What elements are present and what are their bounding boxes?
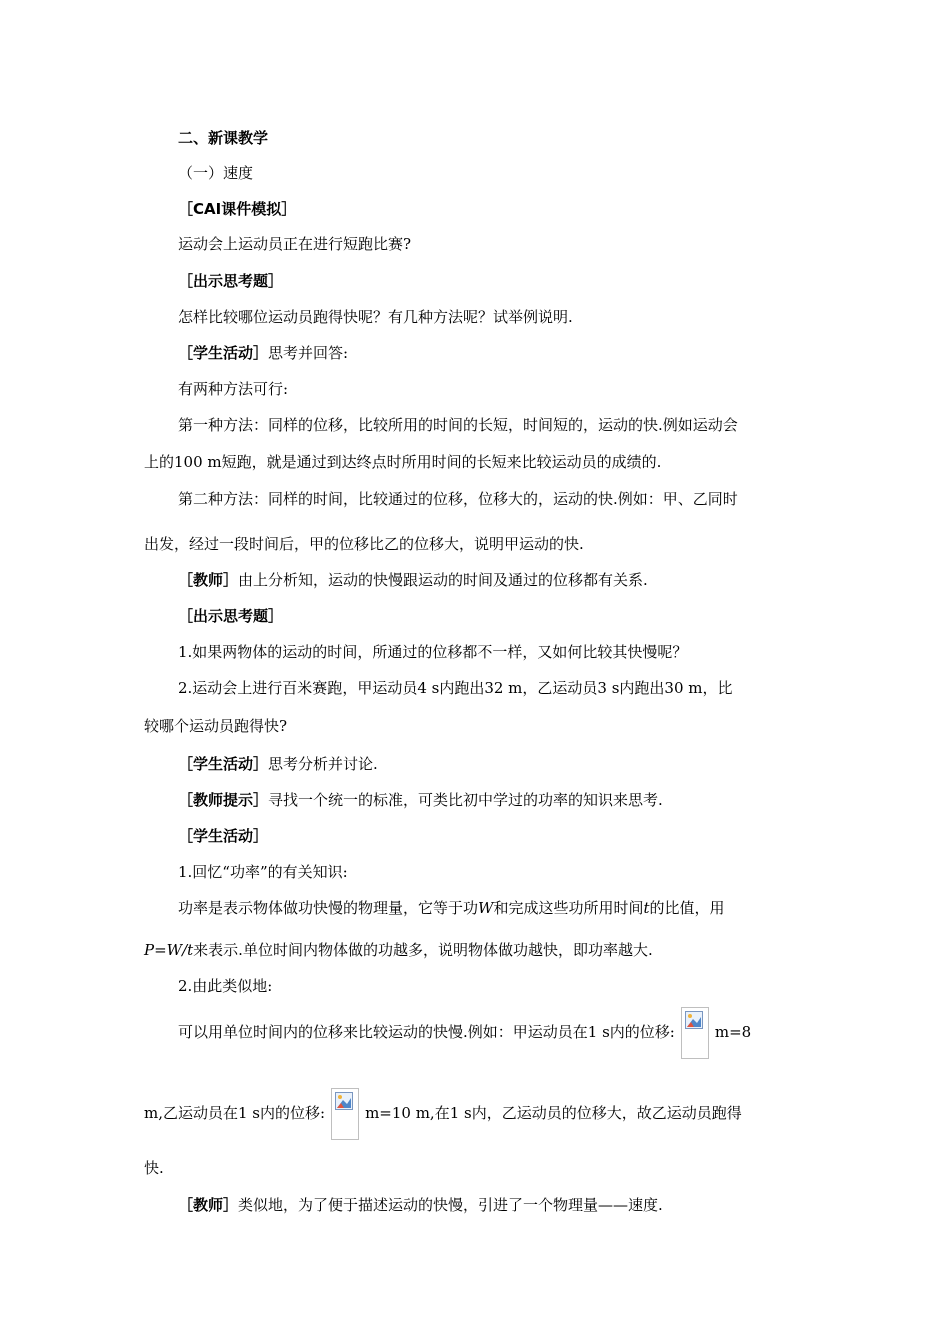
tag-student-2: ［学生活动］ — [178, 755, 269, 773]
power-text-a: 功率是表示物体做功快慢的物理量，它等于功 — [178, 899, 479, 917]
student-activity-2 — [178, 753, 378, 775]
question-2-item-2-line-1: 2.运动会上进行百米赛跑，甲运动员4 s内跑出32 m，乙运动员3 s内跑出30 m，比 — [178, 679, 733, 697]
recall-item: 1.回忆“功率”的有关知识: — [178, 863, 348, 881]
teacher-1 — [178, 569, 648, 591]
broken-image-icon — [331, 1088, 359, 1140]
analogy-line-2 — [144, 1087, 742, 1140]
section-title: 二、新课教学 — [178, 129, 269, 147]
teacher-2-text: 类似地，为了便于描述运动的快慢，引进了一个物理量——速度. — [238, 1196, 663, 1214]
power-text-b: 和完成这些功所用时间 — [493, 899, 644, 917]
two-methods-text: 有两种方法可行: — [178, 380, 289, 398]
tag-question-2: ［出示思考题］ — [178, 607, 284, 625]
question-2-item-2-line-2: 较哪个运动员跑得快? — [144, 717, 288, 735]
power-line-2 — [144, 939, 653, 961]
teacher-2 — [178, 1194, 663, 1216]
analogy-line-1-text: 可以用单位时间内的位移来比较运动的快慢.例如：甲运动员在1 s内的位移: — [178, 1023, 675, 1041]
method-2-line-1: 第二种方法：同样的时间，比较通过的位移，位移大的，运动的快.例如：甲、乙同时 — [178, 490, 738, 508]
method-2-line-2: 出发，经过一段时间后，甲的位移比乙的位移大，说明甲运动的快. — [144, 535, 584, 553]
cai-text: 运动会上运动员正在进行短跑比赛? — [178, 235, 412, 253]
analogy-line-1-end: m=8 — [714, 1023, 752, 1041]
method-1-line-2: 上的100 m短跑，就是通过到达终点时所用时间的长短来比较运动员的成绩的. — [144, 453, 662, 471]
method-1-line-1: 第一种方法：同样的位移，比较所用的时间的长短，时间短的，运动的快.例如运动会 — [178, 416, 738, 434]
tag-teacher-1: ［教师］ — [178, 571, 239, 589]
analogy-item: 2.由此类似地: — [178, 977, 273, 995]
power-formula: P=W/t — [144, 941, 194, 959]
subsection-title: （一）速度 — [178, 164, 254, 182]
teacher-hint-text: 寻找一个统一的标准，可类比初中学过的功率的知识来思考. — [268, 791, 663, 809]
tag-teacher-hint: ［教师提示］ — [178, 791, 269, 809]
tag-cai: ［CAI课件模拟］ — [178, 200, 297, 218]
analogy-line-3: 快. — [144, 1159, 164, 1177]
analogy-line-2-text-b: m=10 m,在1 s内，乙运动员的位移大，故乙运动员跑得 — [365, 1104, 742, 1122]
power-line-1 — [178, 897, 725, 919]
tag-teacher-2: ［教师］ — [178, 1196, 239, 1214]
student-2-text: 思考分析并讨论. — [268, 755, 378, 773]
student-1-text: 思考并回答: — [268, 344, 349, 362]
tag-student-3: ［学生活动］ — [178, 827, 269, 845]
power-text-line-2: 来表示.单位时间内物体做的功越多，说明物体做功越快，即功率越大. — [193, 941, 653, 959]
tag-question-1: ［出示思考题］ — [178, 272, 284, 290]
teacher-hint — [178, 789, 663, 811]
power-symbol-t: t — [643, 899, 650, 917]
analogy-line-2-text-a: m,乙运动员在1 s内的位移: — [144, 1104, 326, 1122]
question-2-item-1: 1.如果两物体的运动的时间，所通过的位移都不一样，又如何比较其快慢呢？ — [178, 643, 688, 661]
question-1-text: 怎样比较哪位运动员跑得快呢？有几种方法呢？试举例说明. — [178, 308, 573, 326]
tag-student-1: ［学生活动］ — [178, 344, 269, 362]
power-symbol-w: W — [478, 899, 494, 917]
teacher-1-text: 由上分析知，运动的快慢跟运动的时间及通过的位移都有关系. — [238, 571, 648, 589]
student-activity-1 — [178, 342, 348, 364]
power-text-c: 的比值，用 — [649, 899, 725, 917]
broken-image-icon — [681, 1007, 709, 1059]
analogy-line-1 — [178, 1006, 751, 1059]
